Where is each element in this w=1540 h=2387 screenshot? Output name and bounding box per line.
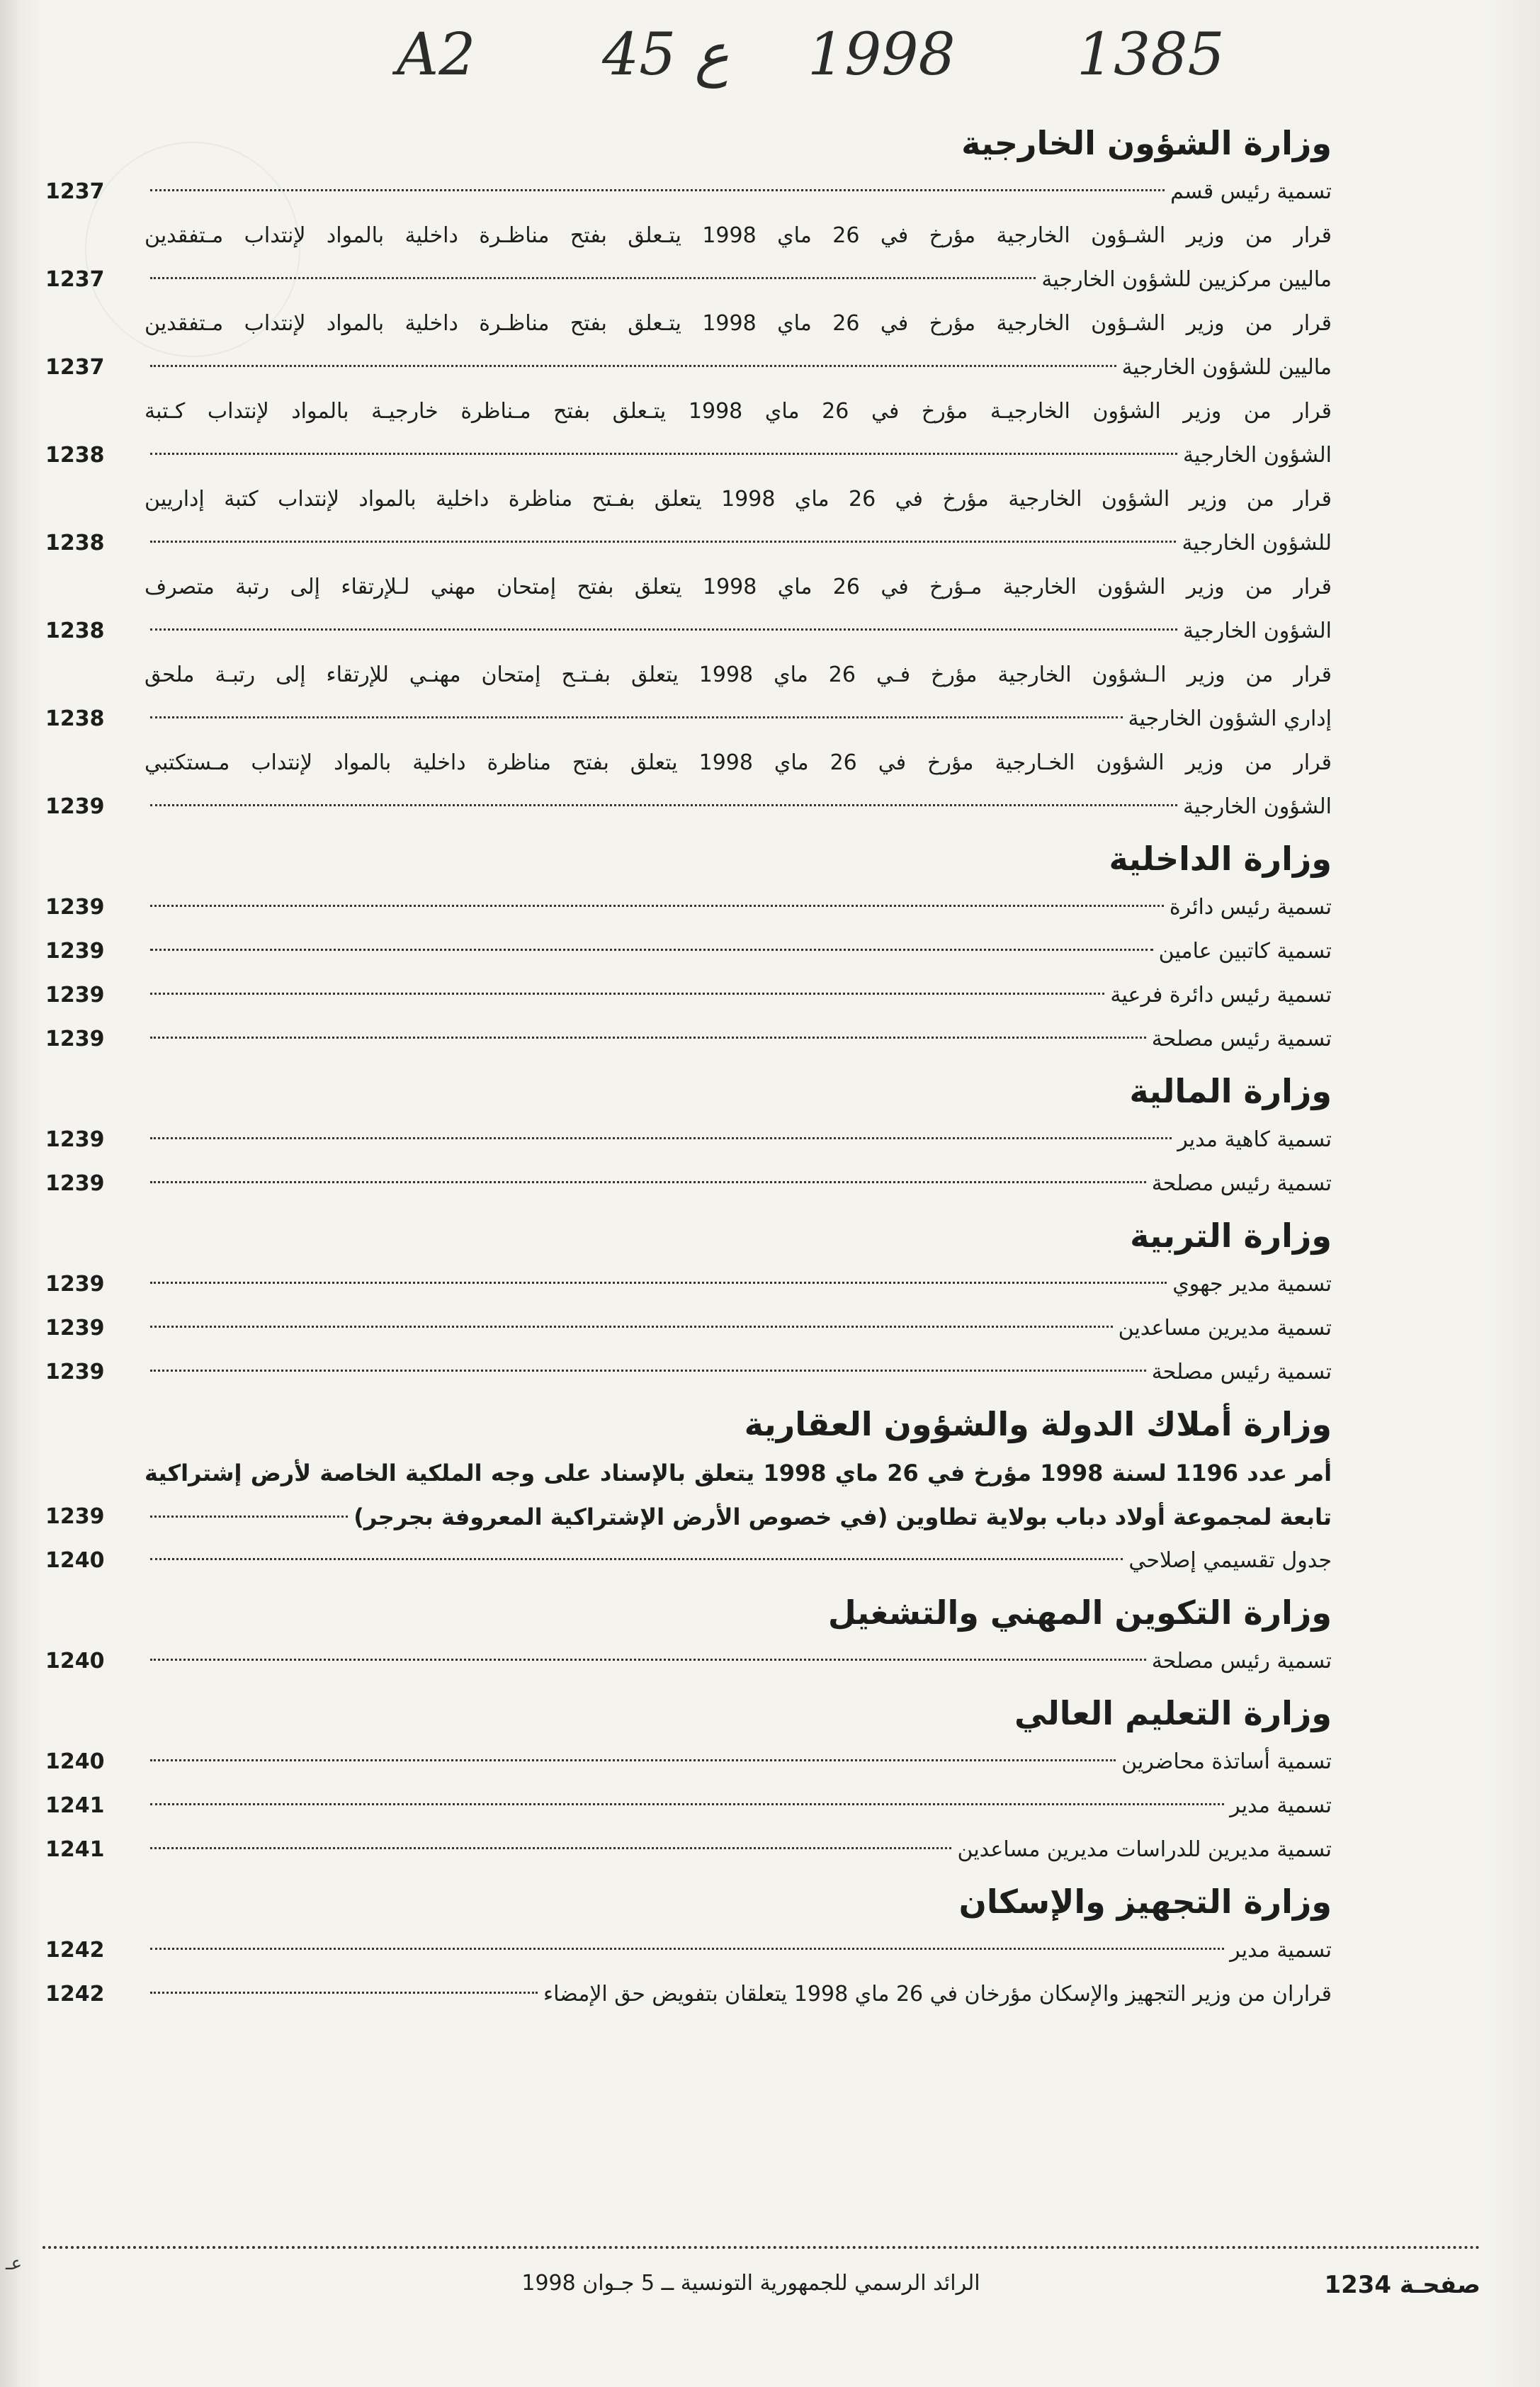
toc-entry — [43, 653, 1332, 741]
page-number-label: صفحـة 1234 — [1324, 2271, 1480, 2299]
dot-leader — [150, 453, 1177, 455]
entry-page-number: 1238 — [45, 706, 105, 731]
entry-page-number: 1240 — [45, 1649, 105, 1674]
entry-page-number: 1238 — [45, 619, 105, 643]
entry-page-number: 1237 — [45, 267, 105, 292]
entry-text: ماليين مركزيين للشؤون الخارجية — [1041, 267, 1332, 292]
entry-page-number: 1238 — [45, 443, 105, 468]
toc-entry — [43, 1118, 1332, 1162]
toc-entry — [43, 1973, 1332, 2016]
dot-leader — [150, 628, 1177, 631]
toc-entry — [43, 1828, 1332, 1872]
handwritten-b: 45 ع — [602, 21, 730, 89]
dot-leader — [150, 1137, 1172, 1139]
entry-text: قرار من وزير الشؤون الخارجية مؤرخ في 26 ماي 1998 يتعلق بفـتح مناظرة داخلية بالمواد لإنتداب كتبة إداريين — [145, 487, 1332, 512]
handwritten-c: 1998 — [808, 21, 956, 89]
entry-text: قرار من وزير الشؤون الخـارجية مؤرخ في 26 ماي 1998 يتعلق بفتح مناظرة داخلية بالمواد لإنتداب مـستكتبي — [145, 750, 1332, 775]
handwritten-annotation — [397, 21, 1261, 99]
handwritten-a: A2 — [397, 21, 476, 89]
entry-text: قرار من وزير الـشؤون الخارجية مؤرخ فـي 26 ماي 1998 يتعلق بفـتـح إمتحان مهنـي للإرتقاء إلى رتبـة ملحق — [145, 662, 1332, 687]
entry-text: قرار من وزير الشؤون الخارجيـة مؤرخ في 26 ماي 1998 يتـعلق بفتح مـناظرة خارجيـة بالمواد لإنتداب كـتبة — [145, 399, 1332, 424]
toc-entry — [43, 1740, 1332, 1784]
entry-page-number: 1239 — [45, 939, 105, 964]
toc-entry — [43, 214, 1332, 302]
entry-page-number: 1237 — [45, 179, 105, 204]
entry-text: الشؤون الخارجية — [1183, 794, 1332, 819]
dot-leader — [150, 716, 1123, 718]
dot-leader — [150, 1181, 1146, 1183]
toc-entry — [43, 1307, 1332, 1350]
handwritten-d: 1385 — [1077, 21, 1225, 89]
entry-page-number: 1240 — [45, 1548, 105, 1573]
entry-page-number: 1239 — [45, 1504, 105, 1529]
entry-text: تسمية رئيس مصلحة — [1151, 1649, 1332, 1674]
entry-page-number: 1238 — [45, 531, 105, 555]
section-title: وزارة الشؤون الخارجية — [961, 124, 1332, 162]
toc-entry — [43, 1017, 1332, 1061]
entry-text: تسمية أساتذة محاضرين — [1121, 1749, 1332, 1774]
entry-text: ماليين للشؤون الخارجية — [1121, 355, 1332, 380]
entry-page-number: 1241 — [45, 1837, 105, 1862]
entry-page-number: 1239 — [45, 1027, 105, 1051]
toc-entry — [43, 1929, 1332, 1973]
entry-text: تسمية كاتبين عامين — [1158, 939, 1332, 964]
entry-page-number: 1239 — [45, 1316, 105, 1341]
dot-leader — [150, 541, 1176, 543]
dot-leader — [150, 1370, 1146, 1372]
entry-page-number: 1241 — [45, 1793, 105, 1818]
toc-entry — [43, 930, 1332, 974]
toc-entry — [43, 302, 1332, 390]
entry-text: الشؤون الخارجية — [1183, 619, 1332, 643]
toc-entry — [43, 974, 1332, 1017]
dot-leader — [150, 993, 1104, 995]
dot-leader — [150, 905, 1164, 907]
section-title: وزارة أملاك الدولة والشؤون العقارية — [744, 1405, 1332, 1443]
entry-text: تسمية مديرين للدراسات مديرين مساعدين — [957, 1837, 1332, 1862]
entry-text: تسمية مدير — [1230, 1938, 1332, 1963]
page-footer — [43, 2271, 1480, 2313]
entry-page-number: 1242 — [45, 1938, 105, 1963]
entry-text: تسمية مديرين مساعدين — [1118, 1316, 1332, 1341]
dot-leader — [150, 1037, 1146, 1039]
section-title: وزارة الداخلية — [1109, 840, 1332, 878]
entry-page-number: 1239 — [45, 983, 105, 1008]
dot-leader — [150, 1516, 348, 1518]
entry-text: تسمية مدير — [1230, 1793, 1332, 1818]
dot-leader — [150, 949, 1153, 951]
toc-entry — [43, 478, 1332, 565]
toc-entry — [43, 1451, 1332, 1539]
toc-entry — [43, 1162, 1332, 1206]
section-title: وزارة المالية — [1129, 1072, 1332, 1110]
entry-text: تسمية رئيس دائرة — [1169, 895, 1332, 920]
entry-page-number: 1240 — [45, 1749, 105, 1774]
toc-entry — [43, 741, 1332, 829]
dot-leader — [150, 1759, 1116, 1761]
entry-text: قرار من وزير الشـؤون الخارجية مؤرخ في 26 ماي 1998 يتـعلق بفتح مناظـرة داخلية بالمواد لإنتداب مـتفقدين — [145, 311, 1332, 336]
toc-entry — [43, 1784, 1332, 1828]
entry-text: تسمية مدير جهوي — [1172, 1272, 1332, 1297]
footer-rule — [43, 2246, 1480, 2253]
toc-entry — [43, 886, 1332, 930]
toc-entry — [43, 1539, 1332, 1583]
dot-leader — [150, 1282, 1167, 1284]
entry-text: قراران من وزير التجهيز والإسكان مؤرخان في 26 ماي 1998 يتعلقان بتفويض حق الإمضاء — [543, 1982, 1332, 2007]
dot-leader — [150, 1803, 1224, 1805]
entry-page-number: 1239 — [45, 1360, 105, 1384]
section-title: وزارة التربية — [1130, 1217, 1332, 1255]
entry-text: تسمية رئيس قسم — [1170, 179, 1332, 204]
table-of-contents — [43, 113, 1332, 2016]
entry-page-number: 1239 — [45, 1171, 105, 1196]
dot-leader — [150, 189, 1165, 191]
entry-text: جدول تقسيمي إصلاحي — [1128, 1548, 1332, 1573]
toc-entry — [43, 170, 1332, 214]
dot-leader — [150, 1326, 1113, 1328]
margin-mark: عـ — [6, 2253, 23, 2274]
dot-leader — [150, 365, 1116, 367]
entry-text: تسمية كاهية مدير — [1177, 1127, 1332, 1152]
dot-leader — [150, 277, 1036, 279]
dot-leader — [150, 1992, 538, 1994]
toc-entry — [43, 390, 1332, 478]
dot-leader — [150, 1558, 1123, 1560]
entry-page-number: 1239 — [45, 1127, 105, 1152]
dot-leader — [150, 804, 1177, 806]
toc-entry — [43, 1640, 1332, 1683]
entry-page-number: 1242 — [45, 1982, 105, 2007]
toc-entry — [43, 1350, 1332, 1394]
dot-leader — [150, 1659, 1146, 1661]
toc-entry — [43, 1263, 1332, 1307]
section-title: وزارة التكوين المهني والتشغيل — [827, 1593, 1332, 1632]
entry-page-number: 1239 — [45, 1272, 105, 1297]
entry-page-number: 1239 — [45, 794, 105, 819]
dot-leader — [150, 1948, 1224, 1950]
entry-text: تسمية رئيس دائرة فرعية — [1110, 983, 1332, 1008]
toc-entry — [43, 565, 1332, 653]
journal-title: الرائد الرسمي للجمهورية التونسية ــ 5 جـوان 1998 — [521, 2271, 980, 2296]
section-title: وزارة التجهيز والإسكان — [958, 1883, 1332, 1921]
entry-page-number: 1239 — [45, 895, 105, 920]
section-title: وزارة التعليم العالي — [1014, 1694, 1332, 1732]
entry-text: قرار من وزير الشؤون الخارجية مـؤرخ في 26 ماي 1998 يتعلق بفتح إمتحان مهني لـلإرتقاء إلى رتبة متصرف — [145, 575, 1332, 599]
entry-text: قرار من وزير الشـؤون الخارجية مؤرخ في 26 ماي 1998 يتـعلق بفتح مناظـرة داخلية بالمواد لإنتداب مـتفقدين — [145, 223, 1332, 248]
entry-text: الشؤون الخارجية — [1183, 443, 1332, 468]
entry-page-number: 1237 — [45, 355, 105, 380]
entry-text: تسمية رئيس مصلحة — [1151, 1171, 1332, 1196]
entry-text: تسمية رئيس مصلحة — [1151, 1360, 1332, 1384]
entry-text: للشؤون الخارجية — [1182, 531, 1332, 555]
entry-text: أمر عدد 1196 لسنة 1998 مؤرخ في 26 ماي 1998 يتعلق بالإسناد على وجه الملكية الخاصة لأرض إشتراكية — [145, 1460, 1332, 1486]
dot-leader — [150, 1847, 951, 1849]
entry-text: إداري الشؤون الخارجية — [1128, 706, 1332, 731]
entry-text: تابعة لمجموعة أولاد دباب بولاية تطاوين (في خصوص الأرض الإشتراكية المعروفة بجرجر) — [353, 1503, 1332, 1530]
entry-text: تسمية رئيس مصلحة — [1151, 1027, 1332, 1051]
